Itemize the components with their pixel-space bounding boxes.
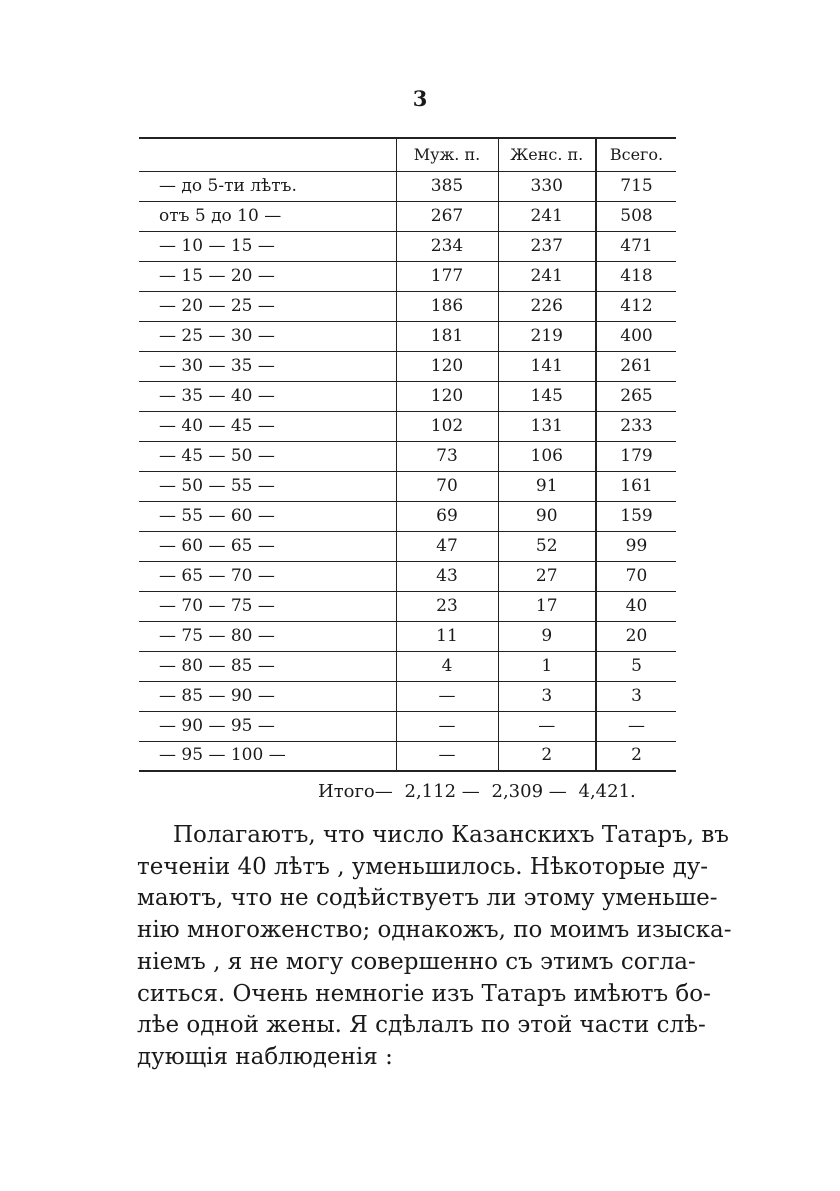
age-cell: — 75 — 80 —	[139, 621, 396, 651]
table-row	[139, 231, 676, 261]
female-cell: 237	[498, 231, 596, 261]
female-cell: 90	[498, 501, 596, 531]
female-cell: 145	[498, 381, 596, 411]
female-cell: 219	[498, 321, 596, 351]
population-table	[139, 137, 676, 772]
total-cell: 418	[596, 261, 676, 291]
female-cell: 91	[498, 471, 596, 501]
female-cell: 106	[498, 441, 596, 471]
age-cell: — 15 — 20 —	[139, 261, 396, 291]
total-cell: 412	[596, 291, 676, 321]
table-row	[139, 321, 676, 351]
total-cell: 70	[596, 561, 676, 591]
age-cell: — 65 — 70 —	[139, 561, 396, 591]
table-row	[139, 741, 676, 771]
paragraph-line: дующія наблюденія :	[137, 1043, 393, 1070]
totals-line	[318, 781, 642, 802]
age-cell: — 95 — 100 —	[139, 741, 396, 771]
table-row	[139, 621, 676, 651]
age-cell: — 30 — 35 —	[139, 351, 396, 381]
paragraph-line: маютъ, что не содѣйствуетъ ли этому уменьше-	[137, 885, 718, 912]
header-female: Женс. п.	[498, 138, 596, 171]
male-cell: 120	[396, 351, 498, 381]
male-cell: 186	[396, 291, 498, 321]
male-cell: 70	[396, 471, 498, 501]
age-cell: — 60 — 65 —	[139, 531, 396, 561]
table-row	[139, 171, 676, 201]
age-cell: — 90 — 95 —	[139, 711, 396, 741]
table-row	[139, 501, 676, 531]
paragraph-line: лѣе одной жены. Я сдѣлалъ по этой части слѣ-	[137, 1012, 706, 1039]
total-cell: 3	[596, 681, 676, 711]
paragraph-line: теченіи 40 лѣтъ , уменьшилось. Нѣкоторые ду-	[137, 853, 709, 880]
total-cell: 400	[596, 321, 676, 351]
paragraph-line: ситься. Очень немногіе изъ Татаръ имѣютъ бо-	[137, 980, 711, 1007]
total-cell: 99	[596, 531, 676, 561]
male-cell: 69	[396, 501, 498, 531]
age-cell: — 85 — 90 —	[139, 681, 396, 711]
totals-female: 2,309 —	[491, 781, 567, 802]
totals-male: 2,112 —	[404, 781, 480, 802]
total-cell: 159	[596, 501, 676, 531]
paragraph-line: нію многоженство; однакожъ, по моимъ изыска-	[137, 917, 732, 944]
total-cell: 161	[596, 471, 676, 501]
table-header-row	[139, 138, 676, 171]
female-cell: 241	[498, 261, 596, 291]
table-row	[139, 711, 676, 741]
table-row	[139, 561, 676, 591]
male-cell: 120	[396, 381, 498, 411]
total-cell: —	[596, 711, 676, 741]
female-cell: 330	[498, 171, 596, 201]
table-row	[139, 291, 676, 321]
male-cell: 73	[396, 441, 498, 471]
header-age	[139, 138, 396, 171]
table-row	[139, 201, 676, 231]
age-cell: — 70 — 75 —	[139, 591, 396, 621]
female-cell: 3	[498, 681, 596, 711]
male-cell: 43	[396, 561, 498, 591]
male-cell: 181	[396, 321, 498, 351]
table-row	[139, 651, 676, 681]
header-male: Муж. п.	[396, 138, 498, 171]
total-cell: 40	[596, 591, 676, 621]
paragraph-line: ніемъ , я не могу совершенно съ этимъ согла-	[137, 948, 696, 975]
total-cell: 471	[596, 231, 676, 261]
header-total: Всего.	[596, 138, 676, 171]
age-cell: — 40 — 45 —	[139, 411, 396, 441]
total-cell: 261	[596, 351, 676, 381]
age-cell: — 80 — 85 —	[139, 651, 396, 681]
female-cell: 141	[498, 351, 596, 381]
table-row	[139, 381, 676, 411]
female-cell: 1	[498, 651, 596, 681]
table-row	[139, 531, 676, 561]
male-cell: —	[396, 681, 498, 711]
female-cell: 17	[498, 591, 596, 621]
total-cell: 715	[596, 171, 676, 201]
table-row	[139, 681, 676, 711]
male-cell: —	[396, 741, 498, 771]
male-cell: 234	[396, 231, 498, 261]
age-cell: отъ 5 до 10 —	[139, 201, 396, 231]
age-cell: — 45 — 50 —	[139, 441, 396, 471]
female-cell: 131	[498, 411, 596, 441]
paragraph-line: Полагаютъ, что число Казанскихъ Татаръ, въ	[173, 822, 729, 848]
table-row	[139, 351, 676, 381]
female-cell: 241	[498, 201, 596, 231]
body-paragraph	[137, 820, 732, 1074]
table-row	[139, 471, 676, 501]
age-cell: — до 5-ти лѣтъ.	[139, 171, 396, 201]
total-cell: 233	[596, 411, 676, 441]
age-cell: — 25 — 30 —	[139, 321, 396, 351]
male-cell: 23	[396, 591, 498, 621]
age-cell: — 50 — 55 —	[139, 471, 396, 501]
female-cell: 226	[498, 291, 596, 321]
total-cell: 20	[596, 621, 676, 651]
male-cell: 47	[396, 531, 498, 561]
table-row	[139, 411, 676, 441]
totals-total: 4,421.	[578, 781, 636, 802]
male-cell: 385	[396, 171, 498, 201]
female-cell: —	[498, 711, 596, 741]
age-cell: — 35 — 40 —	[139, 381, 396, 411]
male-cell: 11	[396, 621, 498, 651]
male-cell: 4	[396, 651, 498, 681]
male-cell: 177	[396, 261, 498, 291]
total-cell: 2	[596, 741, 676, 771]
table-row	[139, 441, 676, 471]
totals-label: Итого—	[318, 781, 393, 802]
male-cell: —	[396, 711, 498, 741]
female-cell: 2	[498, 741, 596, 771]
total-cell: 265	[596, 381, 676, 411]
female-cell: 9	[498, 621, 596, 651]
female-cell: 52	[498, 531, 596, 561]
page-number: 3	[412, 86, 428, 111]
male-cell: 267	[396, 201, 498, 231]
female-cell: 27	[498, 561, 596, 591]
total-cell: 179	[596, 441, 676, 471]
age-cell: — 20 — 25 —	[139, 291, 396, 321]
male-cell: 102	[396, 411, 498, 441]
table-row	[139, 261, 676, 291]
table-row	[139, 591, 676, 621]
age-cell: — 10 — 15 —	[139, 231, 396, 261]
total-cell: 508	[596, 201, 676, 231]
total-cell: 5	[596, 651, 676, 681]
age-cell: — 55 — 60 —	[139, 501, 396, 531]
